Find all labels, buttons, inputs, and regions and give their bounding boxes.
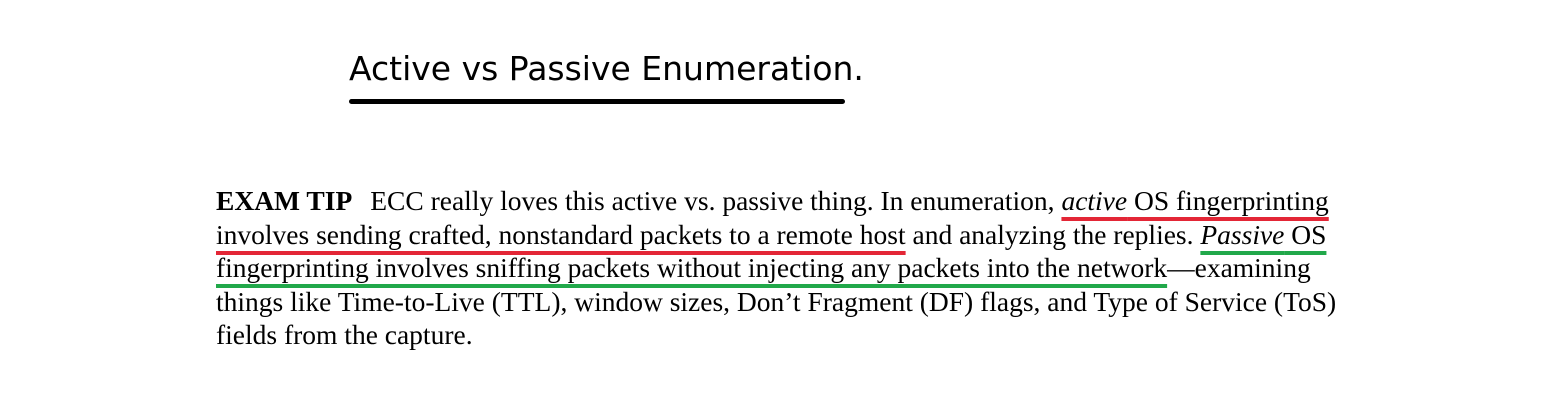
exam-tip-label: EXAM TIP <box>216 185 353 216</box>
active-definition: OS fingerprinting involves sending crafted, nonstandard packets to a remote host <box>216 185 1329 250</box>
tip-ending-text: —examining things like Time-to-Live (TTL), window sizes, Don’t Fragment (DF) flags, and Type of Service (ToS) fields from the capture. <box>216 252 1337 351</box>
page-title: Active vs Passive Enumeration. <box>349 49 864 88</box>
exam-tip-paragraph <box>216 184 1366 352</box>
tip-intro-text: ECC really loves this active vs. passive thing. In enumeration, <box>370 185 1062 216</box>
tip-middle-text: and analyzing the replies. <box>905 218 1201 250</box>
title-underline <box>349 99 845 104</box>
active-word: active <box>1061 185 1128 216</box>
passive-definition: OS fingerprinting involves sniffing packets without injecting any packets into the network <box>216 218 1327 284</box>
passive-word: Passive <box>1200 218 1285 250</box>
